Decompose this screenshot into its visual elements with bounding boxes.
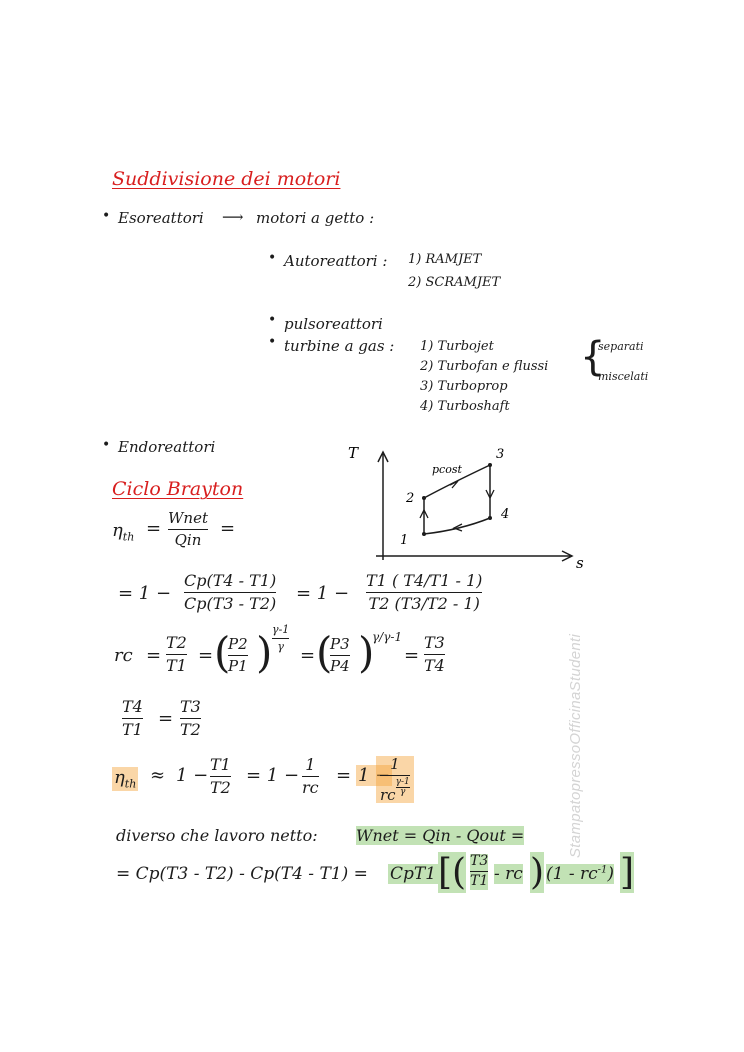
- frac-bar: [210, 776, 231, 777]
- state-point: [422, 532, 426, 536]
- frac-bar: [166, 654, 187, 655]
- exp-label: γ/γ-1: [372, 630, 403, 644]
- equals-sign: =: [300, 645, 316, 666]
- frac-den: T1: [166, 655, 187, 675]
- wnet-over-qin: [168, 510, 208, 548]
- ramjet-item: 1) RAMJET: [408, 252, 482, 267]
- eta-subscript: th: [122, 530, 135, 544]
- paren-close: ): [358, 628, 375, 677]
- eta-subscript: th: [124, 777, 137, 791]
- motori-getto-label: motori a getto :: [256, 209, 375, 227]
- frac-num: 1: [390, 755, 400, 773]
- frac-bar: [302, 776, 319, 777]
- tail2-exponent: -1: [597, 864, 608, 876]
- frac-bar: [122, 718, 143, 719]
- equals-sign: =: [198, 645, 214, 666]
- frac-num: T3: [424, 633, 445, 652]
- frac-bar: [272, 638, 289, 639]
- work-line-highlight: Wnet = Qin - Qout =: [356, 826, 525, 845]
- equals-sign: ≈: [150, 765, 166, 786]
- point-1-label: 1: [400, 533, 409, 548]
- work-line-rhs: [356, 826, 524, 845]
- frac-den: T2 (T3/T2 - 1): [368, 593, 480, 613]
- eta-label: η: [112, 520, 123, 541]
- turbine-item: 3) Turboprop: [420, 379, 508, 394]
- frac-bar: [330, 655, 350, 656]
- exp-num: γ-1: [395, 776, 410, 787]
- frac-den: Cp(T3 - T2): [184, 593, 277, 613]
- arrow-symbol: ⟶: [222, 208, 244, 226]
- paren-close: ): [256, 628, 273, 677]
- frac-num: T4: [122, 697, 143, 716]
- frac-num: Wnet: [168, 509, 208, 527]
- point-4-label: 4: [501, 507, 510, 522]
- separati-label: separati: [598, 340, 644, 353]
- frac-bar: [168, 529, 208, 530]
- endoreattori-label: Endoreattori: [118, 438, 216, 456]
- frac-bar: [380, 775, 410, 776]
- watermark-text: StampatopressoOfficinaStudenti: [567, 633, 584, 858]
- frac-bar: [228, 655, 248, 656]
- paren-close: ): [530, 852, 545, 893]
- s-axis-label: s: [576, 554, 584, 572]
- frac-num: T3: [180, 697, 201, 716]
- frac-den: T2: [210, 777, 231, 797]
- point-2-label: 2: [406, 491, 415, 506]
- point-3-label: 3: [496, 447, 505, 462]
- tail2-text: (1 - rc: [546, 864, 598, 884]
- state-point: [422, 496, 426, 500]
- equals-sign: =: [404, 645, 420, 666]
- bullet-dot: •: [268, 312, 277, 328]
- frac-den: Qin: [174, 530, 202, 549]
- paren-open: (: [316, 628, 333, 677]
- scramjet-item: 2) SCRAMJET: [408, 275, 501, 290]
- bullet-dot: •: [268, 334, 277, 350]
- frac-num: γ-1: [272, 623, 290, 636]
- turbine-item: 2) Turbofan e flussi: [420, 359, 549, 374]
- t4-t1-fraction: [122, 698, 143, 738]
- frac-bar: [424, 654, 445, 655]
- tail3-text: ): [607, 864, 615, 884]
- p2-p1-fraction: [228, 636, 248, 674]
- eta-final-symbol: [112, 767, 138, 791]
- frac-bar: [184, 592, 276, 593]
- t3-t1-fraction: [470, 854, 488, 890]
- one-minus: 1 −: [176, 765, 209, 786]
- equals-sign: =: [146, 518, 162, 539]
- turbine-item: 1) Turbojet: [420, 339, 494, 354]
- frac-den: rc: [302, 777, 319, 797]
- equals-one-minus: = 1 −: [246, 765, 300, 786]
- t3-t2-fraction: [180, 698, 201, 738]
- brayton-title: Ciclo Brayton: [112, 478, 244, 500]
- rc-label: rc: [114, 645, 133, 666]
- work-line-text: diverso che lavoro netto:: [116, 826, 318, 845]
- frac-num: T2: [166, 633, 187, 652]
- one-over-rc-fraction: [302, 756, 319, 796]
- frac-den: P4: [330, 656, 350, 675]
- frac-num: P3: [330, 635, 350, 653]
- frac-den: T4: [424, 655, 445, 675]
- equals-one-minus: = 1 −: [118, 583, 172, 604]
- esoreattori-label: Esoreattori: [118, 209, 204, 227]
- frac-den: [380, 778, 410, 804]
- t2-t1-fraction: [166, 634, 187, 674]
- state-point: [488, 516, 492, 520]
- t3-t4-fraction: [424, 634, 445, 674]
- turbine-label: turbine a gas :: [284, 337, 395, 355]
- cp-fraction: [184, 572, 276, 612]
- pulsoreattori-label: pulsoreattori: [284, 315, 383, 333]
- one-minus-rc: [546, 864, 614, 884]
- frac-bar: [366, 592, 482, 593]
- t1-t2-fraction: [210, 756, 231, 796]
- bullet-dot: •: [102, 208, 111, 224]
- frac-den: T1: [122, 719, 143, 739]
- paren-open: (: [214, 628, 231, 677]
- eta-symbol: [112, 520, 134, 544]
- frac-num: Cp(T4 - T1): [184, 571, 277, 590]
- autoreattori-label: Autoreattori :: [284, 252, 388, 270]
- miscelati-label: miscelati: [598, 370, 649, 383]
- equals-sign: =: [158, 708, 174, 729]
- cpt1-highlight: CpT1: [390, 864, 437, 884]
- bracket-open: [(: [438, 852, 467, 893]
- exp-den: γ: [399, 786, 406, 797]
- equals-sign: =: [336, 765, 352, 786]
- rc-den: rc: [380, 785, 396, 804]
- frac-num: T3: [470, 853, 489, 869]
- rc-exponent: [396, 778, 410, 797]
- frac-den: γ: [277, 640, 284, 654]
- bullet-dot: •: [102, 437, 111, 453]
- frac-bar: [180, 718, 201, 719]
- eta-label: η: [114, 767, 125, 788]
- one-minus-highlight: 1 −: [358, 765, 391, 786]
- turbine-item: 4) Turboshaft: [420, 399, 510, 414]
- frac-num: T1 ( T4/T1 - 1): [366, 571, 483, 590]
- equals-sign: =: [220, 518, 236, 539]
- ts-diagram: [340, 440, 590, 575]
- frac-den: T1: [470, 873, 489, 890]
- frac-num: 1: [305, 755, 316, 774]
- frac-num: T1: [210, 755, 231, 774]
- equals-sign: =: [146, 645, 162, 666]
- t-axis-label: T: [348, 444, 359, 462]
- section-title: Suddivisione dei motori: [112, 168, 341, 190]
- state-point: [488, 463, 492, 467]
- frac-bar: [470, 871, 488, 872]
- frac-num: P2: [228, 635, 248, 653]
- t-fraction: [366, 572, 482, 612]
- equals-one-minus: = 1 −: [296, 583, 350, 604]
- p-const-label: pcost: [432, 463, 462, 476]
- bullet-dot: •: [268, 250, 277, 266]
- p3-p4-fraction: [330, 636, 350, 674]
- bracket-close: ]: [620, 852, 635, 893]
- minus-rc: - rc: [494, 864, 523, 884]
- frac-den: P1: [228, 656, 248, 675]
- exp-fraction: [272, 624, 289, 653]
- last-line-lhs: = Cp(T3 - T2) - Cp(T4 - T1) =: [116, 864, 368, 884]
- final-fraction: [376, 756, 414, 803]
- brace-symbol: {: [580, 334, 606, 380]
- frac-den: T2: [180, 719, 201, 739]
